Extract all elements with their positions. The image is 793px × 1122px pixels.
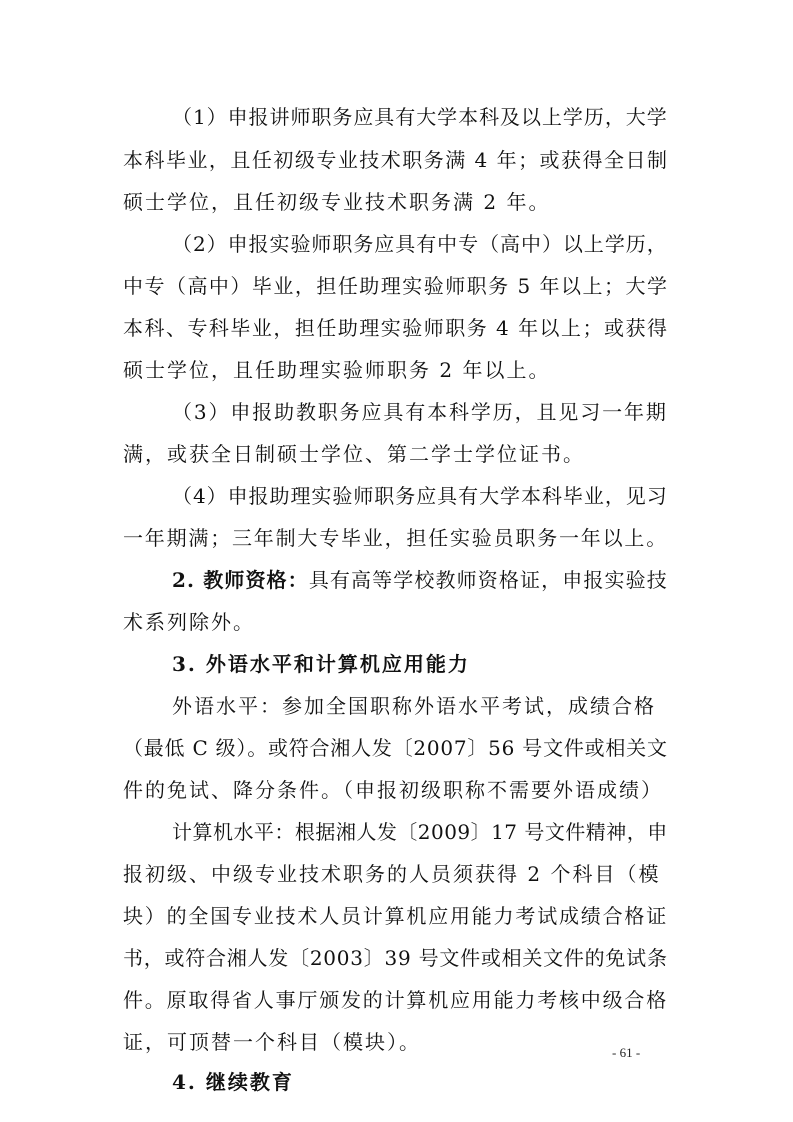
page-number: - 61 -	[612, 1045, 641, 1060]
section-heading: 2. 教师资格：	[172, 568, 309, 592]
paragraph-line: 中专（高中）毕业，担任助理实验师职务 5 年以上；大学	[123, 274, 669, 298]
paragraph-line: 计算机水平：根据湘人发〔2009〕17 号文件精神，申	[172, 820, 668, 844]
paragraph-line: 硕士学位，且任初级专业技术职务满 2 年。	[123, 190, 551, 214]
paragraph-line: 件的免试、降分条件。（申报初级职称不需要外语成绩）	[123, 778, 663, 802]
paragraph-line: 本科、专科毕业，担任助理实验师职务 4 年以上；或获得	[123, 316, 669, 340]
paragraph-line: 书，或符合湘人发〔2003〕39 号文件或相关文件的免试条	[123, 946, 668, 970]
paragraph-line: 硕士学位，且任助理实验师职务 2 年以上。	[123, 358, 551, 382]
paragraph-line: （3）申报助教职务应具有本科学历，且见习一年期	[172, 400, 668, 424]
paragraph-line: 块）的全国专业技术人员计算机应用能力考试成绩合格证	[123, 904, 668, 928]
paragraph-line: 件。原取得省人事厅颁发的计算机应用能力考核中级合格	[123, 988, 668, 1012]
paragraph-line: 报初级、中级专业技术职务的人员须获得 2 个科目（模	[123, 862, 661, 886]
paragraph-line: （1）申报讲师职务应具有大学本科及以上学历，大学	[172, 105, 668, 129]
paragraph-line: 术系列除外。	[123, 610, 255, 634]
section-heading: 3. 外语水平和计算机应用能力	[172, 652, 470, 676]
paragraph-line: 一年期满；三年制大专毕业，担任实验员职务一年以上。	[123, 526, 668, 550]
paragraph-line: 证，可顶替一个科目（模块）。	[123, 1030, 421, 1054]
paragraph-line: 外语水平：参加全国职称外语水平考试，成绩合格	[172, 694, 656, 718]
paragraph-line: 本科毕业，且任初级专业技术职务满 4 年；或获得全日制	[123, 148, 669, 172]
paragraph-line: 满，或获全日制硕士学位、第二学士学位证书。	[123, 442, 585, 466]
paragraph-line: （最低 C 级）。或符合湘人发〔2007〕56 号文件或相关文	[123, 736, 668, 760]
paragraph-line: （2）申报实验师职务应具有中专（高中）以上学历，	[172, 232, 668, 256]
section-heading: 4. 继续教育	[172, 1070, 294, 1094]
paragraph-line: 2. 教师资格：具有高等学校教师资格证，申报实验技	[172, 568, 668, 592]
paragraph-line: （4）申报助理实验师职务应具有大学本科毕业，见习	[172, 484, 668, 508]
